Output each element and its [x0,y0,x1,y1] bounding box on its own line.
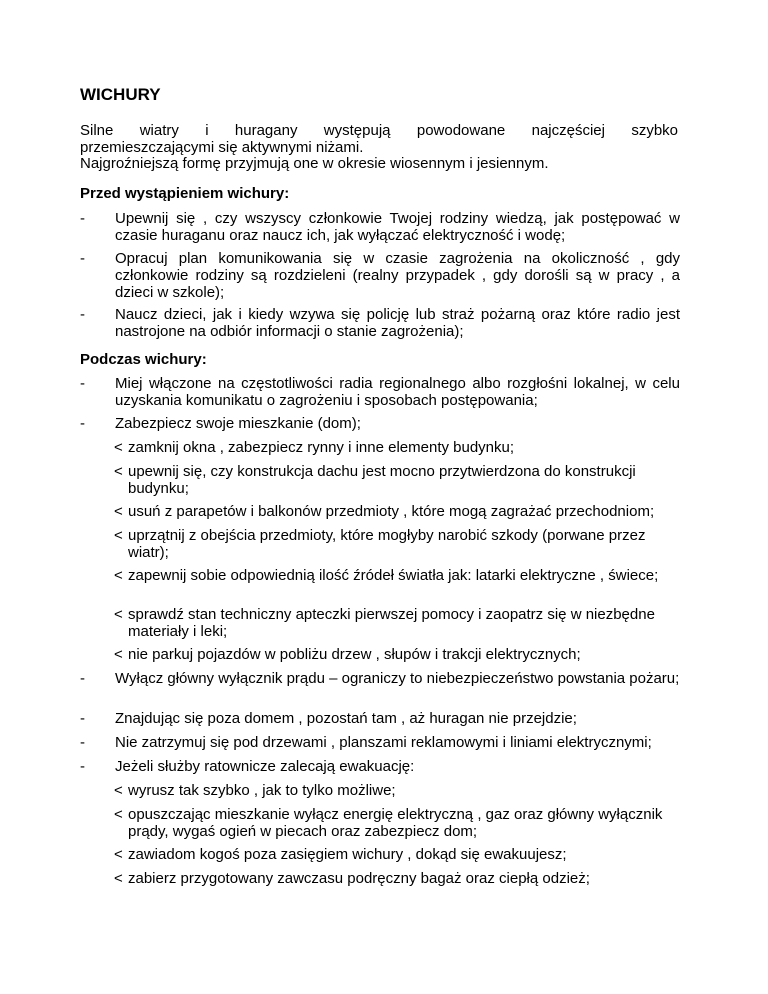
sub-item-text: opuszczając mieszkanie wyłącz energię elektryczną , gaz oraz główny wyłącznik prądy, wygaś ogień w piecach oraz zabezpiecz dom; [128,806,663,840]
dash-marker: - [80,250,85,267]
sub-marker: < [114,646,123,663]
intro-line-1: Silne wiatry i huragany występują powodowane najczęściej szybko [80,122,678,139]
sub-item-text: wyrusz tak szybko , jak to tylko możliwe; [128,782,396,799]
sub-item-text: zamknij okna , zabezpiecz rynny i inne elementy budynku; [128,439,515,456]
sub-marker: < [114,870,123,887]
dash-marker: - [80,306,85,323]
during-item-text: Znajdując się poza domem , pozostań tam , aż huragan nie przejdzie; [115,710,577,727]
during-item-text: Miej włączone na częstotliwości radia regionalnego albo rozgłośni lokalnej, w celu uzyskania komunikatu o zagrożeniu i sposobach postępowania; [115,375,680,409]
section-heading-during: Podczas wichury: [80,351,207,368]
sub-marker: < [114,806,123,823]
sub-item-text: zawiadom kogoś poza zasięgiem wichury , dokąd się ewakuujesz; [128,846,567,863]
during-item-text: Zabezpiecz swoje mieszkanie (dom); [115,415,361,432]
intro-line-3: Najgroźniejszą formę przyjmują one w okresie wiosennym i jesiennym. [80,155,549,172]
before-item-text: Naucz dzieci, jak i kiedy wzywa się policję lub straż pożarną oraz które radio jest nastrojone na odbiór informacji o stanie zagrożenia); [115,306,680,340]
dash-marker: - [80,734,85,751]
before-item-text: Upewnij się , czy wszyscy członkowie Twojej rodziny wiedzą, jak postępować w czasie huraganu oraz naucz ich, jak wyłączać elektryczność i wodę; [115,210,680,244]
sub-marker: < [114,527,123,544]
during-item-text: Wyłącz główny wyłącznik prądu – ograniczy to niebezpieczeństwo powstania pożaru; [115,670,680,687]
dash-marker: - [80,670,85,687]
sub-marker: < [114,782,123,799]
during-item-text: Nie zatrzymuj się pod drzewami , planszami reklamowymi i liniami elektrycznymi; [115,734,652,751]
dash-marker: - [80,375,85,392]
sub-item-text: zapewnij sobie odpowiednią ilość źródeł światła jak: latarki elektryczne , świece; [128,567,659,584]
sub-marker: < [114,463,123,480]
intro-line-2: przemieszczającymi się aktywnymi niżami. [80,139,364,156]
dash-marker: - [80,415,85,432]
section-heading-before: Przed wystąpieniem wichury: [80,185,290,202]
sub-marker: < [114,567,123,584]
sub-item-text: upewnij się, czy konstrukcja dachu jest mocno przytwierdzona do konstrukcji budynku; [128,463,636,497]
sub-marker: < [114,606,123,623]
sub-item-text: uprzątnij z obejścia przedmioty, które mogłyby narobić szkody (porwane przez wiatr); [128,527,646,561]
sub-item-text: zabierz przygotowany zawczasu podręczny bagaż oraz ciepłą odzież; [128,870,590,887]
before-item-text: Opracuj plan komunikowania się w czasie zagrożenia na okoliczność , gdy członkowie rodziny są rozdzieleni (realny przypadek , gdy dorośli są w pracy , a dzieci w szkole); [115,250,680,301]
dash-marker: - [80,710,85,727]
sub-marker: < [114,503,123,520]
dash-marker: - [80,758,85,775]
sub-item-text: nie parkuj pojazdów w pobliżu drzew , słupów i trakcji elektrycznych; [128,646,581,663]
page-title: WICHURY [80,85,161,104]
sub-item-text: sprawdź stan techniczny apteczki pierwszej pomocy i zaopatrz się w niezbędne materiały i leki; [128,606,655,640]
sub-item-text: usuń z parapetów i balkonów przedmioty , które mogą zagrażać przechodniom; [128,503,655,520]
during-item-text: Jeżeli służby ratownicze zalecają ewakuację: [115,758,415,775]
dash-marker: - [80,210,85,227]
sub-marker: < [114,439,123,456]
sub-marker: < [114,846,123,863]
